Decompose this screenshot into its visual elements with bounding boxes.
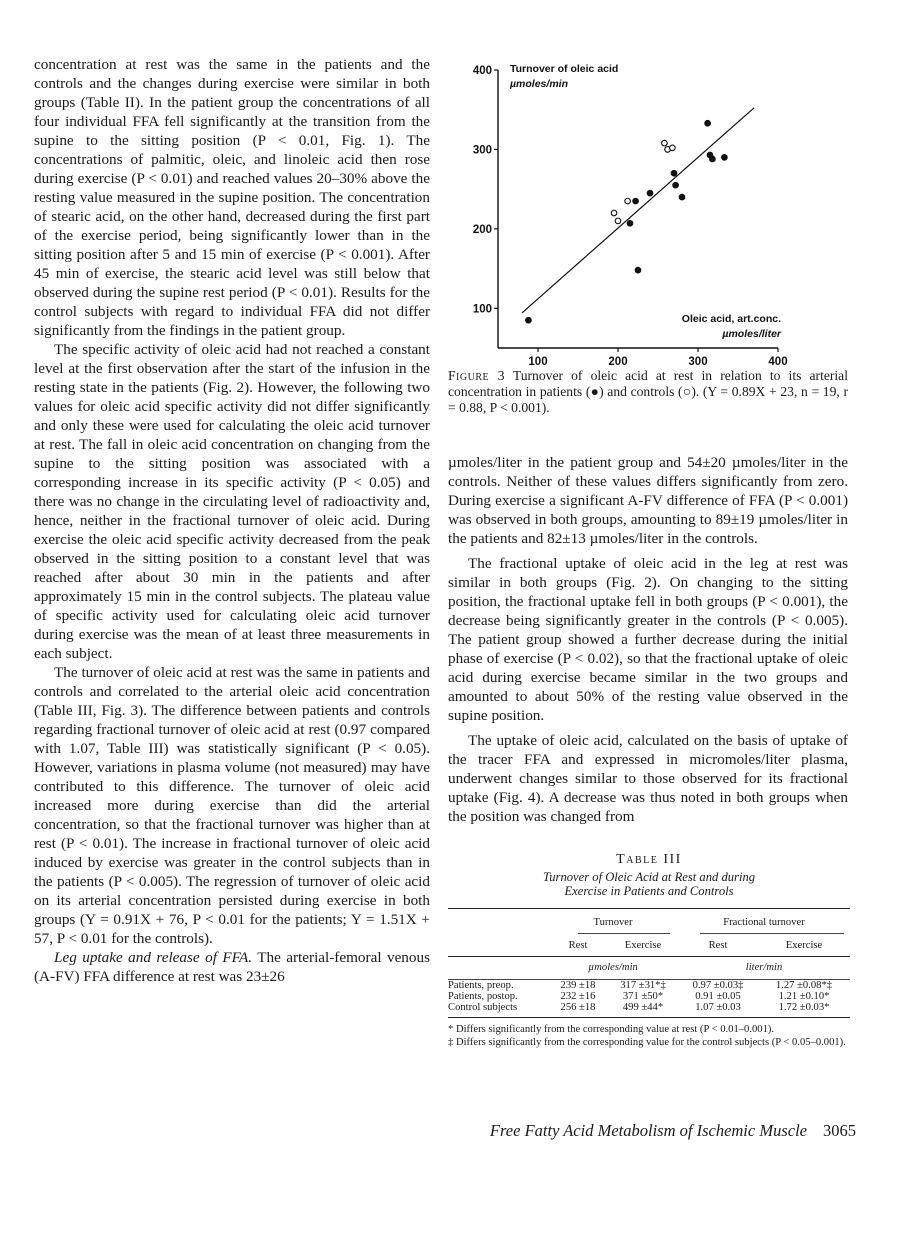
x-axis-title: Oleic acid, art.conc. bbox=[681, 313, 781, 325]
x-tick-label: 300 bbox=[688, 356, 708, 368]
patient-point bbox=[635, 267, 641, 273]
patient-point bbox=[705, 120, 711, 126]
patient-point bbox=[679, 194, 685, 200]
body-paragraph: µmoles/liter in the patient group and 54±20 µmoles/liter in the controls. Neither of these values differs significantly from zero. During exercise a significant A-FV difference of FFA (P < 0.001) was observed in both groups, amounting to 89±19 µmoles/liter in the patients and 82±13 µmoles/liter in the controls. bbox=[448, 454, 848, 547]
col-header-exercise: Exercise bbox=[785, 939, 823, 951]
y-tick-label: 200 bbox=[472, 223, 492, 236]
y-axis-title: Turnover of oleic acid bbox=[510, 63, 619, 75]
regression-line bbox=[522, 108, 754, 313]
unit-label: µmoles/min bbox=[588, 961, 638, 973]
table-row bbox=[448, 980, 850, 991]
table-cell: 371 ±50* bbox=[622, 991, 664, 1002]
chart-marks bbox=[522, 108, 754, 323]
control-point bbox=[615, 218, 621, 224]
figure-label: Figure 3 bbox=[448, 368, 506, 383]
unit-label: liter/min bbox=[745, 961, 783, 973]
patient-point bbox=[526, 317, 532, 323]
patient-point bbox=[673, 182, 679, 188]
figure-caption-text: Turnover of oleic acid at rest in relation to its arterial concentration in patients (●) and controls (○). (Y = 0.89X + 23, n = 19, r = 0.88, P < 0.001). bbox=[448, 368, 848, 415]
patient-point bbox=[647, 190, 653, 196]
figure-caption bbox=[448, 368, 848, 416]
patient-point bbox=[627, 220, 633, 226]
left-column bbox=[34, 55, 430, 986]
chart-axes bbox=[494, 70, 778, 352]
row-label: Patients, preop. bbox=[448, 980, 514, 991]
table-cell: 499 ±44* bbox=[622, 1002, 664, 1013]
table-cell: 239 ±18 bbox=[560, 980, 596, 991]
table-cell: 232 ±16 bbox=[560, 991, 596, 1002]
table-cell: 1.72 ±0.03* bbox=[778, 1002, 830, 1013]
control-point bbox=[611, 210, 617, 216]
running-title: Free Fatty Acid Metabolism of Ischemic Muscle bbox=[489, 1121, 807, 1140]
table-cell: 1.07 ±0.03 bbox=[695, 1002, 741, 1013]
patient-point bbox=[710, 156, 716, 162]
group-header-turnover: Turnover bbox=[593, 916, 633, 928]
col-header-exercise: Exercise bbox=[624, 939, 662, 951]
chart-labels bbox=[473, 63, 788, 368]
body-paragraph: concentration at rest was the same in the patients and the controls and the changes during exercise were similar in both groups (Table II). In the patient group the concentrations of all four individual FFA fell significantly at the transition from the supine to the sitting position (P < 0.01, Fig. 1). The concentrations of palmitic, oleic, and linoleic acid then rose during exercise (P < 0.01) and reached values 20–30% above the resting value measured in the supine position. The concentration of stearic acid, on the other hand, decreased during the first part of the exercise period, being significantly lower than in the sitting position after 5 and 15 min of exercise (P < 0.001). After 45 min of exercise, the stearic acid level was still below that observed during the supine rest period (P < 0.01). Results for the control subjects with regard to individual FFA did not differ significantly from the findings in the patient group. bbox=[34, 56, 430, 339]
control-point bbox=[625, 198, 631, 204]
table-notes bbox=[448, 1024, 850, 1049]
data-table bbox=[448, 908, 850, 1018]
body-paragraph bbox=[34, 948, 430, 986]
section-lead: Leg uptake and release of FFA. bbox=[54, 949, 253, 966]
y-tick-label: 300 bbox=[472, 144, 492, 157]
patient-point bbox=[671, 170, 677, 176]
table-cell: 256 ±18 bbox=[560, 1002, 596, 1013]
row-label: Patients, postop. bbox=[448, 991, 518, 1002]
table-subtitle-line: Turnover of Oleic Acid at Rest and during bbox=[542, 870, 756, 884]
y-tick-label: 400 bbox=[472, 65, 492, 77]
table-cell: 1.21 ±0.10* bbox=[778, 991, 830, 1002]
x-tick-label: 400 bbox=[768, 356, 788, 368]
body-paragraph: The uptake of oleic acid, calculated on the basis of uptake of the tracer FFA and expressed in micromoles/liter plasma, underwent changes similar to those observed for its fractional uptake (Fig. 4). A decrease was thus noted in both groups when the position was changed from bbox=[448, 732, 848, 825]
patient-point bbox=[633, 198, 639, 204]
control-point bbox=[670, 145, 676, 151]
table-row bbox=[448, 1002, 850, 1018]
table-cell: 0.91 ±0.05 bbox=[695, 991, 741, 1002]
section-text: The arterial-femoral venous (A-FV) FFA difference at rest was 23±26 bbox=[34, 949, 430, 985]
table-title: Table III bbox=[616, 852, 682, 867]
table-3 bbox=[448, 852, 850, 1049]
table-footnote: * Differs significantly from the corresponding value at rest (P < 0.01–0.001). bbox=[448, 1024, 775, 1035]
body-paragraph: The specific activity of oleic acid had not reached a constant level at the first observation after the start of the infusion in the resting state in the patients (Fig. 2). However, the following two values for oleic acid specific activity did not differ significantly and only these were used for calculating the oleic acid turnover at rest. The fall in oleic acid concentration on changing from the supine to the sitting position was associated with a corresponding increase in its specific activity (P < 0.05) and there was no change in the circulating level of radioactivity and, hence, neither in the fractional turnover of oleic acid. During exercise the oleic acid specific activity decreased from the peak observed in the sitting position to a constant level that was reached after about 30 min in the patients and after approximately 15 min in the control subjects. The plateau value of specific activity used for calculating oleic acid turnover during exercise was the mean of at least three measurements in each subject. bbox=[34, 341, 430, 662]
x-axis-unit: µmoles/liter bbox=[722, 328, 781, 340]
control-point bbox=[662, 140, 668, 146]
table-cell: 0.97 ±0.03‡ bbox=[692, 980, 744, 991]
patient-point bbox=[722, 155, 728, 161]
page-footer bbox=[396, 1121, 856, 1141]
table-cell: 1.27 ±0.08*‡ bbox=[775, 980, 833, 991]
y-tick-label: 100 bbox=[472, 303, 492, 316]
col-header-rest: Rest bbox=[568, 939, 588, 951]
table-footnote: ‡ Differs significantly from the corresponding value for the control subjects (P < 0.05–0.001). bbox=[448, 1036, 846, 1048]
table-subtitle-line: Exercise in Patients and Controls bbox=[564, 884, 734, 898]
x-tick-label: 200 bbox=[608, 356, 628, 368]
right-column bbox=[448, 453, 848, 826]
y-axis-unit: µmoles/min bbox=[510, 78, 568, 90]
page-number: 3065 bbox=[823, 1121, 856, 1140]
group-header-fractional: Fractional turnover bbox=[723, 916, 805, 928]
figure-3 bbox=[448, 58, 848, 368]
body-paragraph: The fractional uptake of oleic acid in the leg at rest was similar in both groups (Fig. 2). On changing to the sitting position, the fractional uptake fell in both groups (P < 0.001), the decrease being significantly greater in the controls (P < 0.005). The patient group showed a further decrease during the initial phase of exercise (P < 0.02), so that the fractional uptake of oleic acid during exercise became similar in the two groups and amounted to about 50% of the resting value observed in the supine position. bbox=[448, 555, 848, 724]
row-label: Control subjects bbox=[448, 1002, 518, 1013]
scatter-chart bbox=[448, 58, 848, 368]
col-header-rest: Rest bbox=[708, 939, 728, 951]
body-paragraph: The turnover of oleic acid at rest was the same in patients and controls and correlated to the arterial oleic acid concentration (Table III, Fig. 3). The difference between patients and controls regarding fractional turnover of oleic acid at rest (0.97 compared with 1.07, Table III) was statistically significant (P < 0.05). However, variations in plasma volume (not measured) may have contributed to this difference. The turnover of oleic acid increased more during exercise than did the arterial concentration, so that the fractional turnover was higher than at rest (P < 0.01). The increase in fractional turnover of oleic acid induced by exercise was greater in the control subjects than in the patients (P < 0.005). The regression of turnover of oleic acid on its arterial concentration persisted during exercise in both groups (Y = 0.91X + 76, P < 0.01 for the patients; Y = 1.51X + 57, P < 0.01 for the controls). bbox=[34, 664, 430, 947]
table-cell: 317 ±31*‡ bbox=[620, 980, 666, 991]
table-row bbox=[448, 991, 850, 1002]
table-subtitle bbox=[448, 870, 850, 898]
x-tick-label: 100 bbox=[528, 356, 548, 368]
